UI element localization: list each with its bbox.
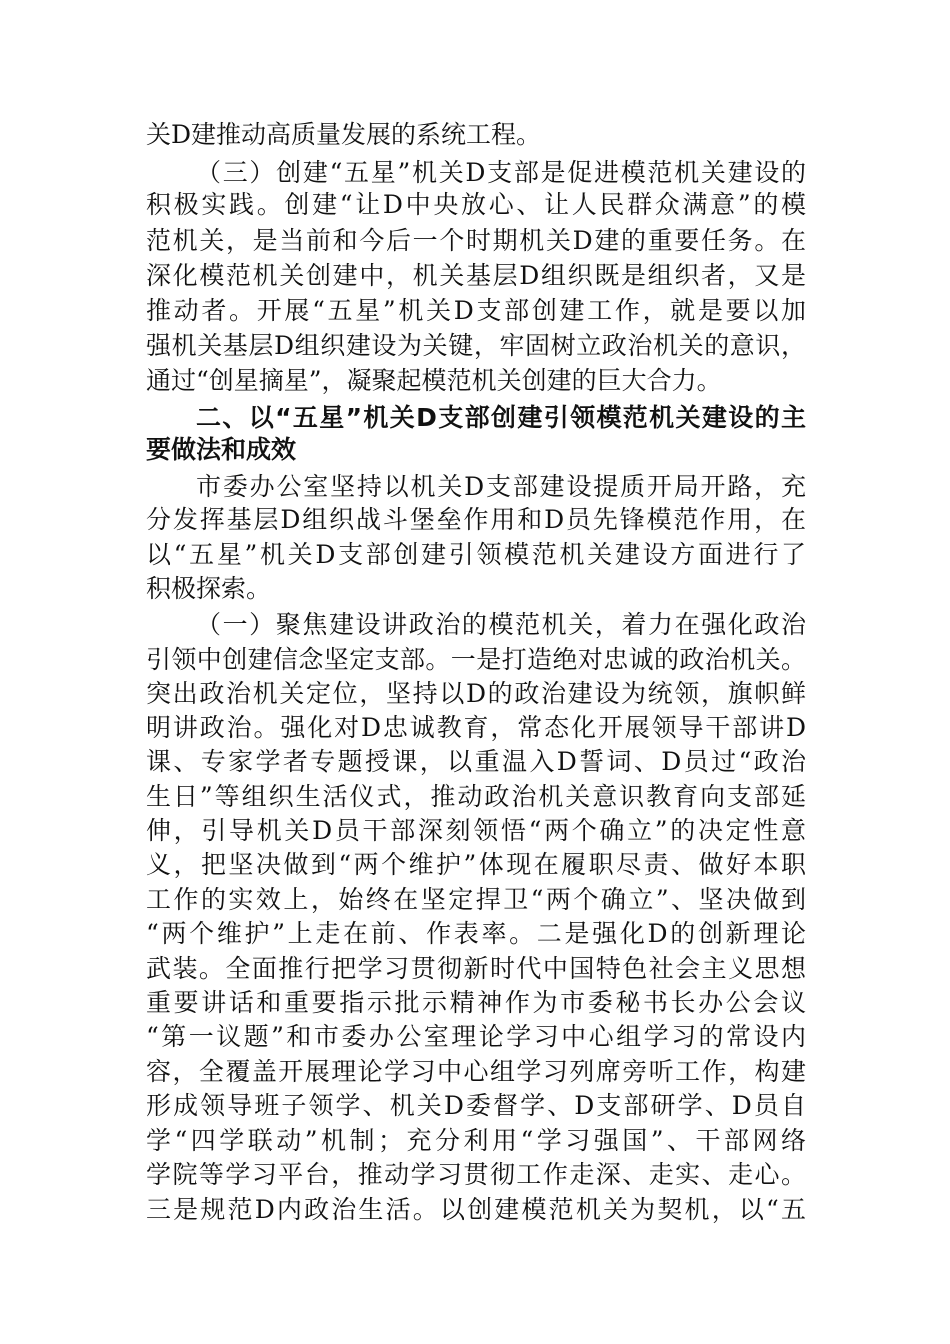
text-line: 市委办公室坚持以机关D支部建设提质开局开路，充	[196, 472, 806, 501]
text-line: 伸，引导机关D员干部深刻领悟“两个确立”的决定性意	[146, 816, 806, 845]
text-line: 分发挥基层D组织战斗堡垒作用和D员先锋模范作用，在	[146, 505, 806, 534]
text-line: 学“四学联动”机制；充分利用“学习强国”、干部网络	[146, 1126, 806, 1155]
section-heading: 二、以“五星”机关D支部创建引领模范机关建设的主	[196, 403, 806, 432]
section-heading: 要做法和成效	[146, 435, 297, 464]
text-line: 生日”等组织生活仪式，推动政治机关意识教育向支部延	[146, 782, 806, 811]
text-line: 学院等学习平台，推动学习贯彻工作走深、走实、走心。	[146, 1160, 806, 1189]
text-line: “两个维护”上走在前、作表率。二是强化D的创新理论	[146, 919, 806, 948]
text-line: 引领中创建信念坚定支部。一是打造绝对忠诚的政治机关。	[146, 645, 806, 674]
text-line: （三）创建“五星”机关D支部是促进模范机关建设的	[196, 158, 806, 187]
text-line: 义，把坚决做到“两个维护”体现在履职尽责、做好本职	[146, 850, 806, 879]
text-line: 以“五星”机关D支部创建引领模范机关建设方面进行了	[146, 540, 806, 569]
text-line: 形成领导班子领学、机关D委督学、D支部研学、D员自	[146, 1091, 806, 1120]
text-line: 课、专家学者专题授课，以重温入D誓词、D员过“政治	[146, 747, 806, 776]
text-line: 强机关基层D组织建设为关键，牢固树立政治机关的意识，	[146, 331, 806, 360]
text-line: 范机关，是当前和今后一个时期机关D建的重要任务。在	[146, 226, 806, 255]
text-line: 武装。全面推行把学习贯彻新时代中国特色社会主义思想	[146, 954, 806, 983]
text-line: 积极实践。创建“让D中央放心、让人民群众满意”的模	[146, 190, 806, 219]
text-line: （一）聚焦建设讲政治的模范机关，着力在强化政治	[196, 610, 806, 639]
text-line: 重要讲话和重要指示批示精神作为市委秘书长办公会议	[146, 988, 806, 1017]
text-line: 推动者。开展“五星”机关D支部创建工作，就是要以加	[146, 296, 806, 325]
text-line: 明讲政治。强化对D忠诚教育，常态化开展领导干部讲D	[146, 713, 806, 742]
text-line: 突出政治机关定位，坚持以D的政治建设为统领，旗帜鲜	[146, 679, 806, 708]
text-line: 工作的实效上，始终在坚定捍卫“两个确立”、坚决做到	[146, 885, 806, 914]
text-line: 容，全覆盖开展理论学习中心组学习列席旁听工作，构建	[146, 1057, 806, 1086]
text-line: 三是规范D内政治生活。以创建模范机关为契机，以“五	[146, 1195, 806, 1224]
text-line: 通过“创星摘星”，凝聚起模范机关创建的巨大合力。	[146, 366, 722, 395]
text-line: 积极探索。	[146, 574, 272, 603]
text-line: 关D建推动高质量发展的系统工程。	[146, 120, 542, 149]
text-line: 深化模范机关创建中，机关基层D组织既是组织者，又是	[146, 261, 806, 290]
text-line: “第一议题”和市委办公室理论学习中心组学习的常设内	[146, 1022, 806, 1051]
